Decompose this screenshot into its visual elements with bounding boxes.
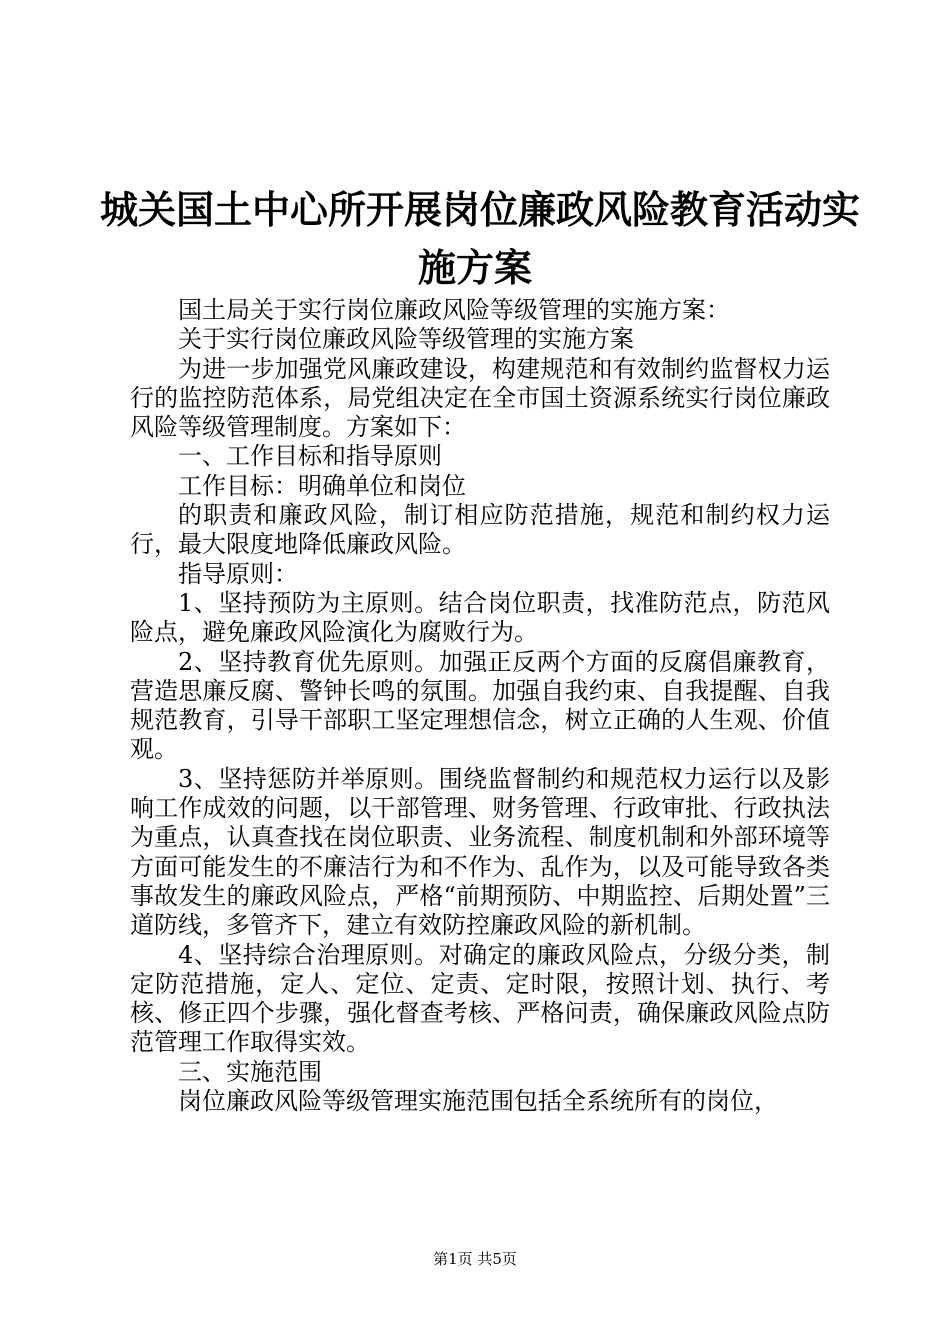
document-title-line-1: 城关国土中心所开展岗位廉政风险教育活动实 bbox=[100, 187, 861, 232]
paragraph-principle-2: 2、坚持教育优先原则。加强正反两个方面的反腐倡廉教育，营造思廉反腐、警钟长鸣的氛围。加强自我约束、自我提醒、自我规范教育，引导干部职工坚定理想信念，树立正确的人生观、价值观。 bbox=[130, 647, 830, 764]
paragraph-guiding-principles: 指导原则： bbox=[178, 559, 298, 588]
section-heading-scope: 三、实施范围 bbox=[178, 1057, 322, 1086]
document-body bbox=[130, 296, 830, 1116]
section-heading-goals: 一、工作目标和指导原则 bbox=[178, 442, 442, 471]
paragraph-intro-heading: 国土局关于实行岗位廉政风险等级管理的实施方案： bbox=[178, 296, 730, 324]
page-footer: 第1页 共5页 bbox=[433, 1250, 517, 1268]
paragraph-principle-4: 4、坚持综合治理原则。对确定的廉政风险点，分级分类，制定防范措施，定人、定位、定责、定时限，按照计划、执行、考核、修正四个步骤，强化督查考核、严格问责，确保廉政风险点防范管理工作取得实效。 bbox=[130, 940, 830, 1057]
paragraph-plan-title: 关于实行岗位廉政风险等级管理的实施方案 bbox=[178, 325, 634, 354]
document-title-line-2: 施方案 bbox=[417, 245, 532, 290]
paragraph-scope: 岗位廉政风险等级管理实施范围包括全系统所有的岗位， bbox=[178, 1087, 778, 1116]
paragraph-work-goal: 工作目标：明确单位和岗位 bbox=[178, 471, 466, 500]
paragraph-principle-3: 3、坚持惩防并举原则。围绕监督制约和规范权力运行以及影响工作成效的问题，以干部管理、财务管理、行政审批、行政执法为重点，认真查找在岗位职责、业务流程、制度机制和外部环境等方面可能发生的不廉洁行为和不作为、乱作为，以及可能导致各类事故发生的廉政风险点，严格“前期预防、中期监控、后期处置”三道防线，多管齐下，建立有效防控廉政风险的新机制。 bbox=[130, 764, 830, 940]
paragraph-principle-1: 1、坚持预防为主原则。结合岗位职责，找准防范点，防范风险点，避免廉政风险演化为腐败行为。 bbox=[130, 588, 830, 647]
paragraph-work-goal-continued: 的职责和廉政风险，制订相应防范措施，规范和制约权力运行，最大限度地降低廉政风险。 bbox=[130, 501, 830, 559]
paragraph-purpose: 为进一步加强党风廉政建设，构建规范和有效制约监督权力运行的监控防范体系，局党组决定在全市国土资源系统实行岗位廉政风险等级管理制度。方案如下： bbox=[130, 354, 830, 442]
